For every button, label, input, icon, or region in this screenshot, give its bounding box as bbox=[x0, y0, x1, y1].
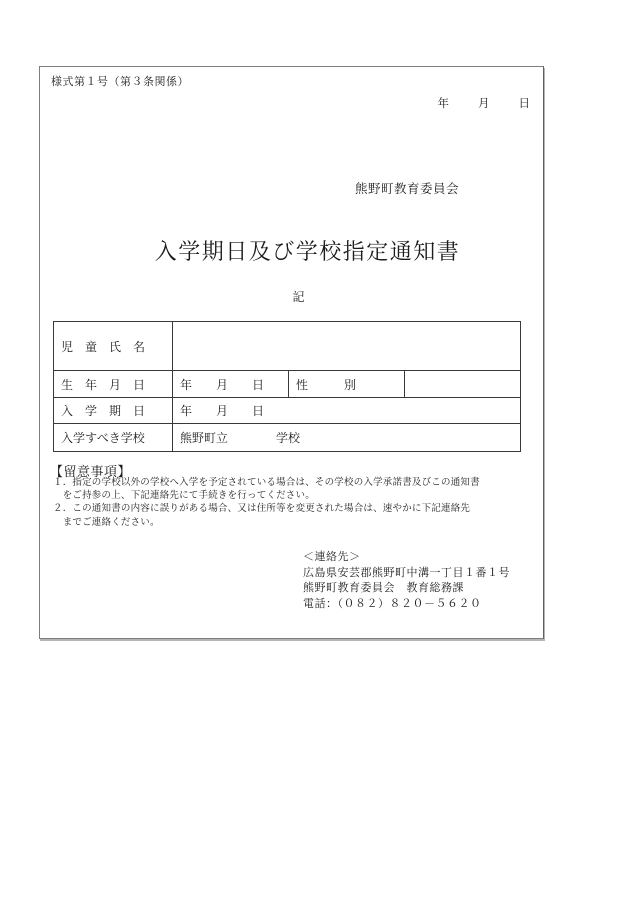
table-row-designated-school bbox=[54, 424, 521, 452]
page-title: 入学期日及び学校指定通知書 bbox=[154, 239, 461, 264]
table-row-birth-date bbox=[54, 371, 521, 398]
gender-label: 性 別 bbox=[289, 371, 405, 398]
issue-date-line: 年 月 日 bbox=[437, 98, 532, 110]
birth-date-label: 生 年 月 日 bbox=[54, 371, 173, 398]
notes-heading: 【留意事項】 bbox=[50, 464, 132, 479]
contact-address: 広島県安芸郡熊野町中溝一丁目１番１号 bbox=[303, 566, 510, 579]
notes-body bbox=[53, 477, 480, 530]
note-line-3: ２．この通知書の内容に誤りがある場合、又は住所等を変更された場合は、速やかに下記連絡先 bbox=[53, 504, 471, 515]
table-row-child-name bbox=[54, 322, 521, 371]
entry-date-cell: 年 月 日 bbox=[173, 398, 521, 424]
birth-date-cell: 年 月 日 bbox=[173, 371, 289, 398]
contact-office: 熊野町教育委員会 教育総務課 bbox=[303, 582, 464, 594]
entry-date-label: 入 学 期 日 bbox=[54, 398, 173, 424]
issuer-name: 熊野町教育委員会 bbox=[355, 182, 460, 196]
designated-school-label: 入学すべき学校 bbox=[54, 424, 173, 452]
note-line-4: までご連絡ください。 bbox=[53, 517, 160, 528]
designated-school-cell: 熊野町立 学校 bbox=[173, 424, 521, 452]
note-line-2: をご持参の上、下記連絡先にて手続きを行ってください。 bbox=[53, 491, 315, 502]
notification-table bbox=[53, 321, 521, 452]
gender-cell bbox=[405, 371, 521, 398]
child-name-label: 児 童 氏 名 bbox=[54, 322, 173, 371]
contact-block bbox=[303, 550, 510, 612]
table-row-entry-date bbox=[54, 398, 521, 424]
document-frame bbox=[39, 66, 544, 639]
form-number: 様式第１号（第３条関係） bbox=[51, 76, 189, 88]
section-marker: 記 bbox=[292, 290, 305, 304]
contact-heading: ＜連絡先＞ bbox=[303, 551, 361, 563]
contact-phone: 電話：（０８２）８２０－５６２０ bbox=[303, 597, 482, 610]
note-line-1: １．指定の学校以外の学校へ入学を予定されている場合は、その学校の入学承諾書及びこの通知書 bbox=[53, 478, 480, 488]
child-name-cell bbox=[173, 322, 521, 371]
